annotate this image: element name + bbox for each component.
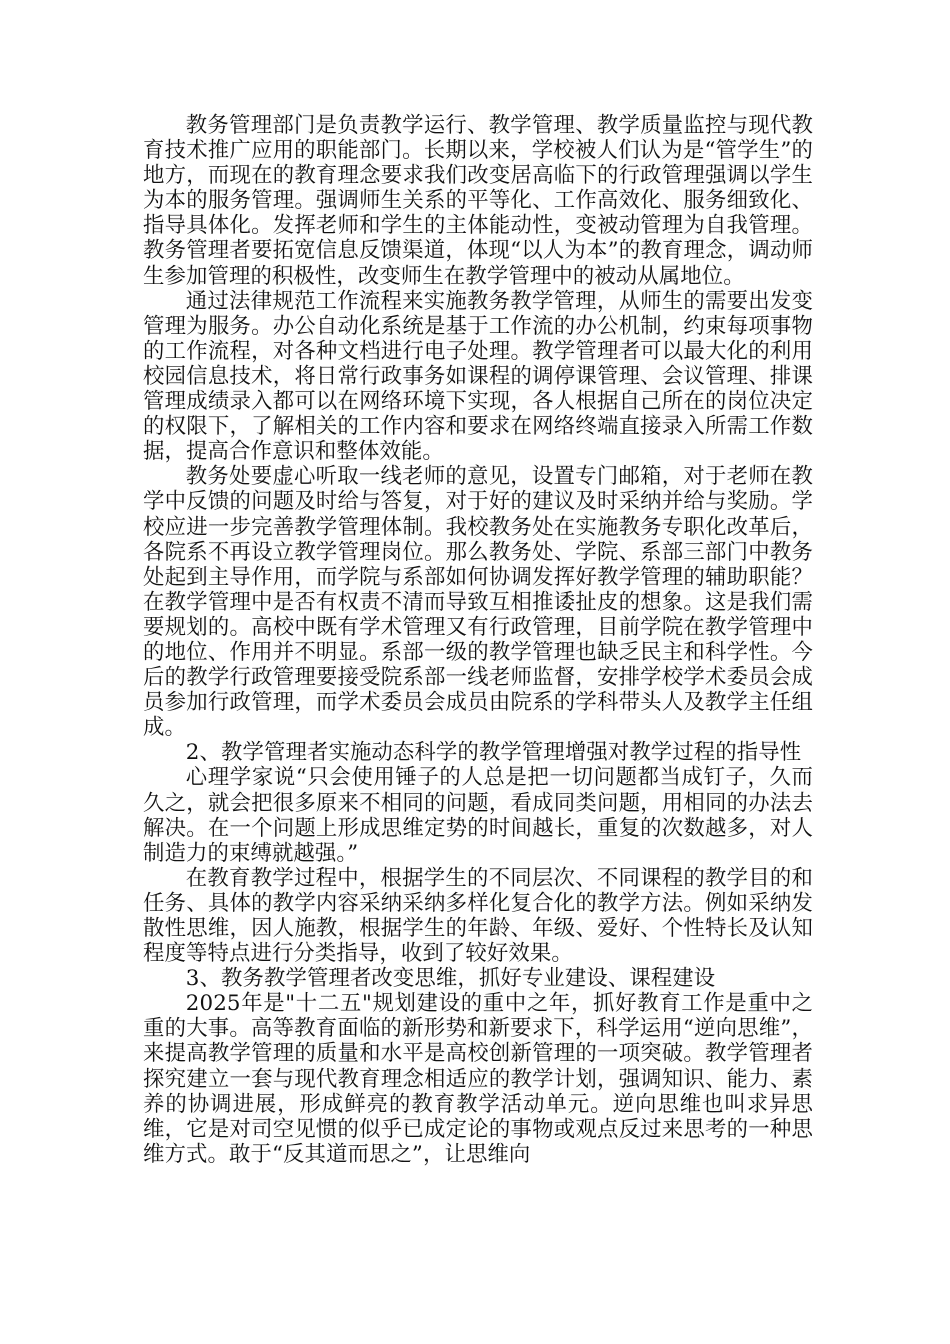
paragraph-reverse-thinking: 2025年是"十二五"规划建设的重中之年，抓好教育工作是重中之重的大事。高等教育面临的新形势和新要求下，科学运用“逆向思维”，来提高教学管理的质量和水平是高校创新管理的一项突破。教学管理者探究建立一套与现代教育理念相适应的教学计划，强调知识、能力、素养的协调进展，形成鲜亮的教育教学活动单元。逆向思维也叫求异思维，它是对司空见惯的似乎已成定论的事物或观点反过来思考的一种思维方式。敢于“反其道而思之”，让思维向 bbox=[143, 991, 813, 1167]
section-heading-3: 3、教务教学管理者改变思维，抓好专业建设、课程建设 bbox=[185, 966, 716, 992]
paragraph-workflow-office-automation: 通过法律规范工作流程来实施教务教学管理，从师生的需要出发变管理为服务。办公自动化系统是基于工作流的办公机制，约束每项事物的工作流程，对各种文档进行电子处理。教学管理者可以最大化的利用校园信息技术，将日常行政事务如课程的调停课管理、会议管理、排课管理成绩录入都可以在网络环境下实现，各人根据自己所在的岗位决定的权限下，了解相关的工作内容和要求在网络终端直接录入所需工作数据，提高合作意识和整体效能。 bbox=[143, 288, 813, 465]
paragraph-psychologist-quote: 心理学家说“只会使用锤子的人总是把一切问题都当成钉子，久而久之，就会把很多原来不相同的问题，看成同类问题，用相同的办法去解决。在一个问题上形成思维定势的时间越长，重复的次数越多，对人制造力的束缚就越强。” bbox=[143, 765, 813, 866]
paragraph-teaching-methods: 在教育教学过程中，根据学生的不同层次、不同课程的教学目的和任务、具体的教学内容采纳采纳多样化复合化的教学方法。例如采纳发散性思维，因人施教，根据学生的年龄、年级、爱好、个性特长及认知程度等特点进行分类指导，收到了较好效果。 bbox=[143, 865, 813, 967]
document-body bbox=[143, 113, 813, 1167]
paragraph-student-centered-management: 教务管理部门是负责教学运行、教学管理、教学质量监控与现代教育技术推广应用的职能部门。长期以来，学校被人们认为是“管学生”的地方，而现在的教育理念要求我们改变居高临下的行政管理强调以学生为本的服务管理。强调师生关系的平等化、工作高效化、服务细致化、指导具体化。发挥老师和学生的主体能动性，变被动管理为自我管理。教务管理者要拓宽信息反馈渠道，体现“以人为本”的教育理念，调动师生参加管理的积极性，改变师生在教学管理中的被动从属地位。 bbox=[143, 113, 813, 289]
section-heading-2: 2、教学管理者实施动态科学的教学管理增强对教学过程的指导性 bbox=[185, 740, 802, 766]
paragraph-teacher-feedback-system: 教务处要虚心听取一线老师的意见，设置专门邮箱，对于老师在教学中反馈的问题及时给与答复，对于好的建议及时采纳并给与奖励。学校应进一步完善教学管理体制。我校教务处在实施教务专职化改革后，各院系不再设立教学管理岗位。那么教务处、学院、系部三部门中教务处起到主导作用，而学院与系部如何协调发挥好教学管理的辅助职能？在教学管理中是否有权责不清而导致互相推诿扯皮的想象。这是我们需要规划的。高校中既有学术管理又有行政管理，目前学院在教学管理中的地位、作用并不明显。系部一级的教学管理也缺乏民主和科学性。今后的教学行政管理要接受院系部一线老师监督，安排学校学术委员会成员参加行政管理，而学术委员会成员由院系的学科带头人及教学主任组成。 bbox=[143, 464, 813, 741]
